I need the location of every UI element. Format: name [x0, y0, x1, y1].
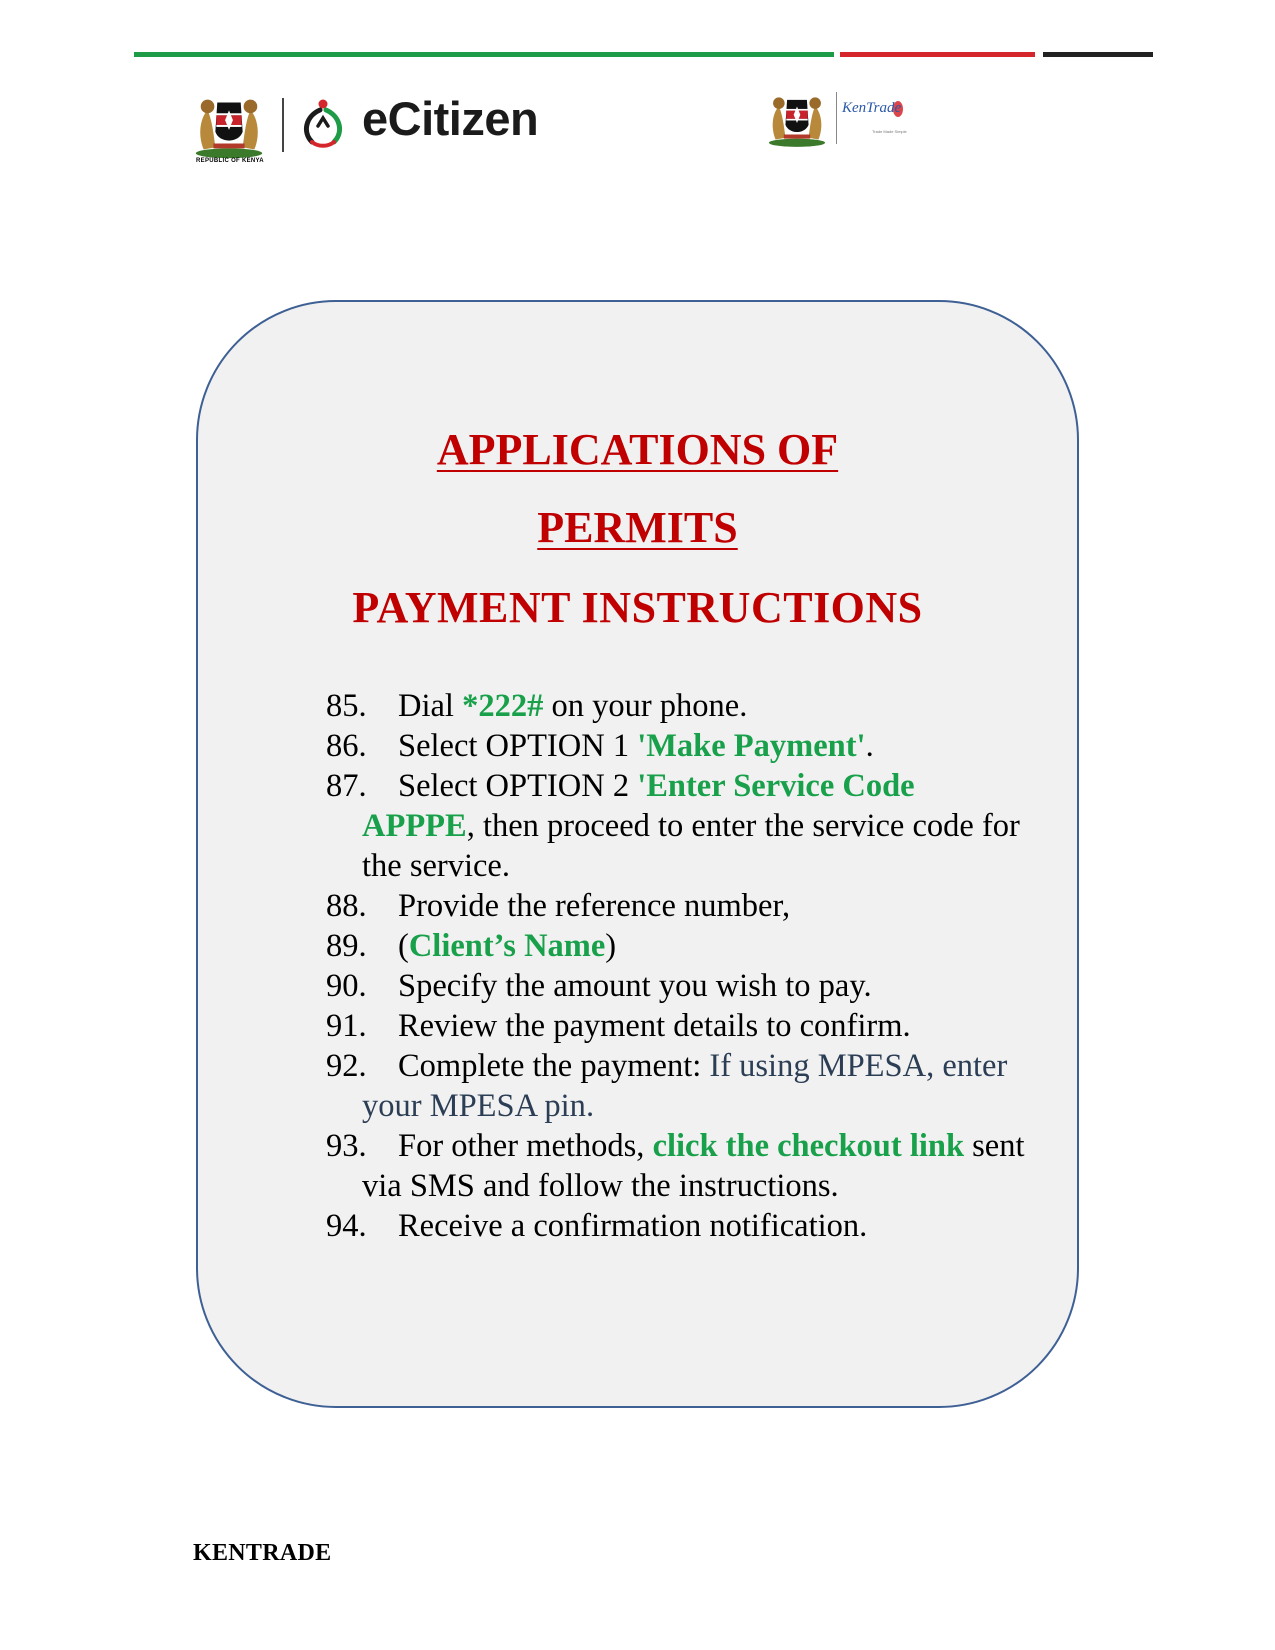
service-code-label: 'Enter Service Code APPPE — [362, 768, 915, 844]
title-line-1: APPLICATIONS OF — [436, 425, 839, 474]
kentrade-logo: KenTrade — [842, 100, 902, 116]
step-item: 94. Receive a confirmation notification. — [326, 1208, 868, 1244]
step-item: 89. (Client’s Name) — [326, 928, 617, 964]
step-number: 90. — [326, 968, 367, 1004]
step-item: 93. For other methods, click the checkout link sent via SMS and follow the instructions. — [326, 1128, 1025, 1204]
kenya-coat-of-arms-small-icon — [764, 88, 830, 148]
checkout-link-text: click the checkout link — [652, 1128, 965, 1164]
step-item: 86. Select OPTION 1 'Make Payment'. — [326, 728, 874, 764]
client-name-label: Client’s Name — [408, 928, 606, 964]
step-item: 85. Dial *222# on your phone. — [326, 688, 748, 724]
step-number: 92. — [326, 1048, 367, 1084]
ecitizen-brand-name: eCitizen — [362, 92, 539, 145]
step-number: 85. — [326, 688, 367, 724]
step-number: 89. — [326, 928, 367, 964]
step-number: 87. — [326, 768, 367, 804]
step-number: 86. — [326, 728, 367, 764]
step-number: 94. — [326, 1208, 367, 1244]
step-item: 90. Specify the amount you wish to pay. — [326, 968, 872, 1004]
top-bar-green — [134, 52, 834, 57]
payment-steps-list — [326, 686, 1026, 1246]
top-bar-red — [840, 52, 1035, 57]
step-number: 91. — [326, 1008, 367, 1044]
footer-label: KENTRADE — [193, 1540, 332, 1566]
logo-divider — [282, 98, 284, 152]
step-number: 88. — [326, 888, 367, 924]
kentrade-tagline: Trade Made Simple — [872, 129, 907, 134]
mpesa-instruction: If using MPESA, enter your MPESA pin — [362, 1048, 1008, 1124]
partner-logo-divider — [836, 92, 837, 144]
title-line-2: PERMITS — [537, 503, 738, 552]
step-item: 91. Review the payment details to confirm. — [326, 1008, 911, 1044]
title-line-3: PAYMENT INSTRUCTIONS — [352, 583, 923, 632]
top-bar-black — [1043, 52, 1153, 57]
ussd-code: *222# — [462, 688, 544, 724]
step-item: 88. Provide the reference number, — [326, 888, 791, 924]
step-item: 92. Complete the payment: If using MPESA, enter your MPESA pin. — [326, 1048, 1008, 1124]
ecitizen-logo-icon — [298, 96, 348, 148]
republic-caption: REPUBLIC OF KENYA — [196, 158, 264, 164]
option-label: 'Make Payment' — [637, 728, 866, 764]
step-item: 87. Select OPTION 2 'Enter Service Code APPPE, then proceed to enter the service code for the service. — [326, 768, 1020, 884]
kenya-coat-of-arms-icon — [190, 88, 268, 160]
step-number: 93. — [326, 1128, 367, 1164]
